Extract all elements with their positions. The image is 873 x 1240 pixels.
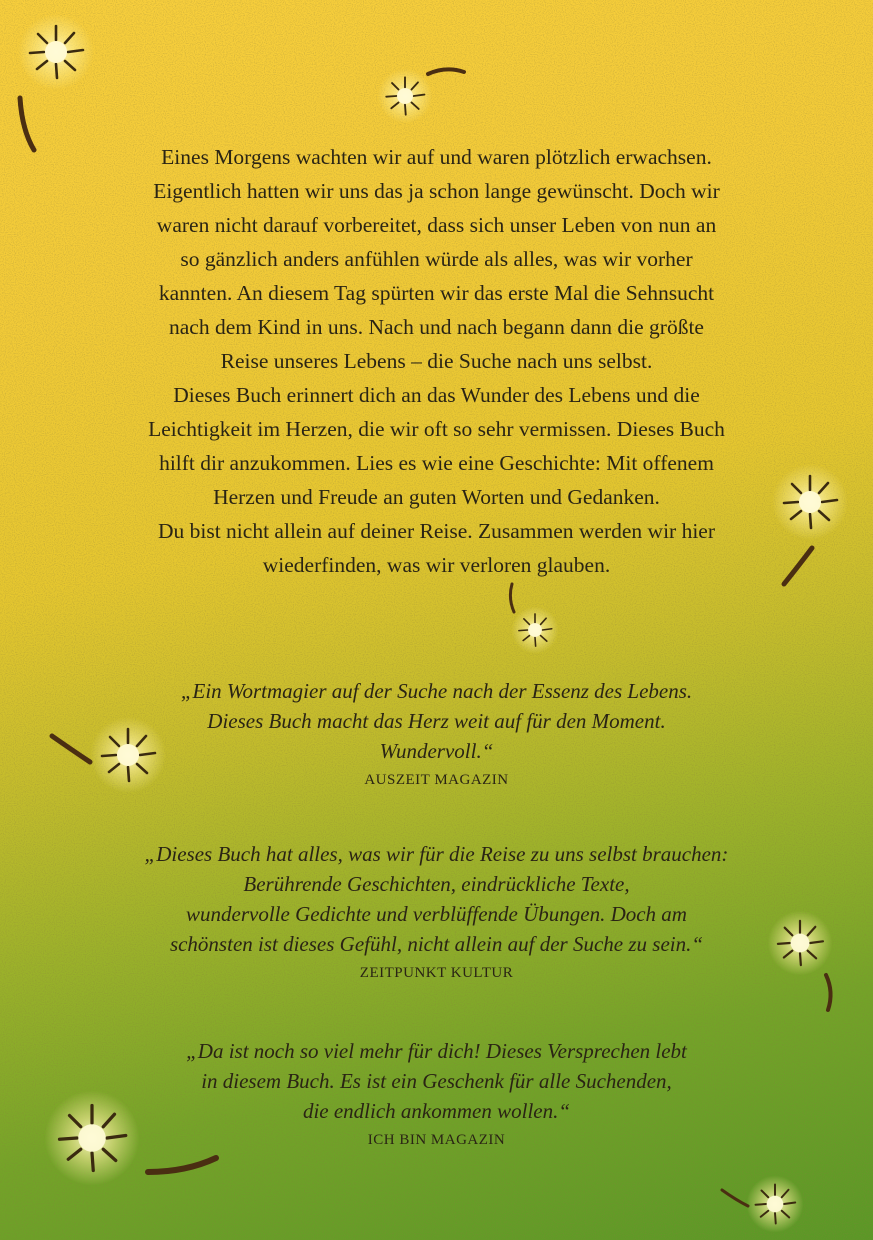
- sparkle-icon: [18, 14, 94, 90]
- intro-line: Eines Morgens wachten wir auf und waren plötzlich erwachsen.: [161, 145, 712, 169]
- intro-line: Reise unseres Lebens – die Suche nach uns selbst.: [220, 349, 653, 373]
- quote-line: Wundervoll.“: [379, 739, 494, 763]
- intro-line: wiederfinden, was wir verloren glauben.: [262, 553, 611, 577]
- quote-line: „Ein Wortmagier auf der Suche nach der Essenz des Lebens.: [180, 679, 693, 703]
- intro-line: hilft dir anzukommen. Lies es wie eine Geschichte: Mit offenem: [159, 451, 714, 475]
- intro-line: waren nicht darauf vorbereitet, dass sich unser Leben von nun an: [156, 213, 717, 237]
- quote-line: wundervolle Gedichte und verblüffende Übungen. Doch am: [186, 902, 687, 926]
- brush-stroke-icon: [20, 98, 34, 150]
- quote-source: ZEITPUNKT KULTUR: [359, 965, 514, 981]
- intro-text: [60, 140, 813, 582]
- brush-stroke-icon: [510, 584, 514, 612]
- quote-line: die endlich ankommen wollen.“: [302, 1099, 571, 1123]
- intro-line: nach dem Kind in uns. Nach und nach begann dann die größte: [169, 315, 704, 339]
- review-quote-1: [60, 676, 813, 790]
- quote-line: in diesem Buch. Es ist ein Geschenk für alle Suchenden,: [201, 1069, 672, 1093]
- intro-line: Du bist nicht allein auf deiner Reise. Zusammen werden wir hier: [157, 519, 716, 543]
- brush-stroke-icon: [148, 1158, 216, 1172]
- quote-line: schönsten ist dieses Gefühl, nicht allein auf der Suche zu sein.“: [169, 932, 704, 956]
- quote-source: ICH BIN MAGAZIN: [367, 1132, 506, 1148]
- brush-stroke-icon: [826, 975, 831, 1010]
- quote-line: Dieses Buch macht das Herz weit auf für den Moment.: [207, 709, 666, 733]
- review-quote-3: [60, 1036, 813, 1150]
- intro-line: kannten. An diesem Tag spürten wir das erste Mal die Sehnsucht: [158, 281, 715, 305]
- intro-line: Herzen und Freude an guten Worten und Gedanken.: [213, 485, 660, 509]
- quote-line: „Dieses Buch hat alles, was wir für die Reise zu uns selbst brauchen:: [144, 842, 729, 866]
- sparkle-icon: [511, 606, 558, 653]
- sparkle-icon: [747, 1176, 804, 1233]
- quote-source: AUSZEIT MAGAZIN: [364, 772, 509, 788]
- intro-line: Dieses Buch erinnert dich an das Wunder des Lebens und die: [173, 383, 700, 407]
- intro-line: Eigentlich hatten wir uns das ja schon lange gewünscht. Doch wir: [153, 179, 720, 203]
- sparkle-icon: [378, 69, 433, 124]
- intro-line: Leichtigkeit im Herzen, die wir oft so sehr vermissen. Dieses Buch: [148, 417, 725, 441]
- quote-line: Berührende Geschichten, eindrückliche Texte,: [243, 872, 630, 896]
- brush-stroke-icon: [722, 1190, 748, 1206]
- brush-stroke-icon: [428, 69, 464, 74]
- intro-line: so gänzlich anders anfühlen würde als alles, was wir vorher: [180, 247, 693, 271]
- review-quote-2: [60, 839, 813, 983]
- quote-line: „Da ist noch so viel mehr für dich! Dieses Versprechen lebt: [186, 1039, 687, 1063]
